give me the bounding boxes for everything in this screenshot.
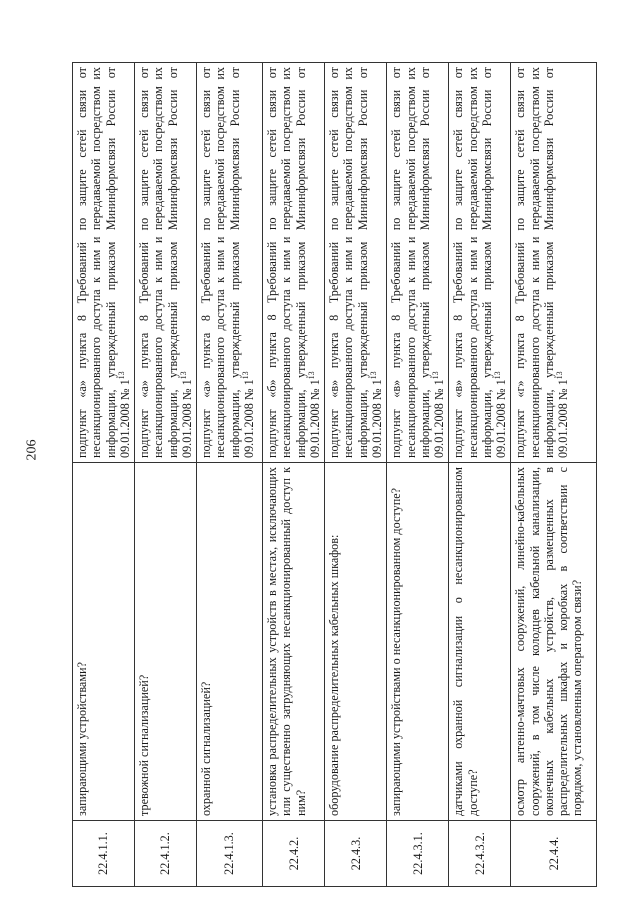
reference-text: подпункт «г» пункта 8 Требований по защите сетей связи от несанкционированного доступа к ним и передаваемой посредством их информации, утвержденный приказом Мининформсвязи России от 09.01.2008 № 1 — [513, 67, 571, 458]
reference-text: подпункт «б» пункта 8 Требований по защите сетей связи от несанкционированного доступа к ним и передаваемой посредством их информации, утвержденный приказом Мининформсвязи России от 09.01.2008 № 1 — [265, 67, 322, 458]
table-row — [511, 63, 597, 887]
table-row — [325, 63, 387, 887]
row-number: 22.4.1.3. — [197, 821, 263, 887]
row-number: 22.4.1.1. — [73, 821, 135, 887]
table-row — [135, 63, 197, 887]
requirement-cell: осмотр антенно-мачтовых сооружений, линейно-кабельных сооружений, в том числе колодцев кабельной канализации, оконечных кабельных устройств, размещенных в распределительных шкафах и коробках в соответствии с порядком, установленным оператором связи? — [511, 463, 597, 821]
reference-cell — [449, 63, 511, 463]
requirement-cell: датчиками охранной сигнализации о несанкционированном доступе? — [449, 463, 511, 821]
reference-cell — [511, 63, 597, 463]
requirement-cell: охранной сигнализацией? — [197, 463, 263, 821]
requirement-cell: оборудование распределительных кабельных шкафов: — [325, 463, 387, 821]
row-number: 22.4.2. — [263, 821, 325, 887]
requirements-table — [72, 62, 597, 887]
table-row — [263, 63, 325, 887]
table-row — [387, 63, 449, 887]
table-row — [449, 63, 511, 887]
row-number: 22.4.1.2. — [135, 821, 197, 887]
footnote-marker: 13 — [555, 371, 565, 380]
footnote-marker: 13 — [178, 371, 188, 380]
requirement-cell: запирающими устройствами о несанкционированном доступе? — [387, 463, 449, 821]
footnote-marker: 13 — [430, 371, 440, 380]
table-row — [73, 63, 135, 887]
reference-text: подпункт «а» пункта 8 Требований по защите сетей связи от несанкционированного доступа к ним и передаваемой посредством их информации, утвержденный приказом Мининформсвязи России от 09.01.2008 № 1 — [199, 67, 256, 458]
reference-text: подпункт «в» пункта 8 Требований по защите сетей связи от несанкционированного доступа к ним и передаваемой посредством их информации, утвержденный приказом Мининформсвязи России от 09.01.2008 № 1 — [451, 67, 509, 458]
reference-cell — [135, 63, 197, 463]
page-number: 206 — [24, 439, 40, 461]
row-number: 22.4.3.2. — [449, 821, 511, 887]
reference-text: подпункт «в» пункта 8 Требований по защите сетей связи от несанкционированного доступа к ним и передаваемой посредством их информации, утвержденный приказом Мининформсвязи России от 09.01.2008 № 1 — [327, 67, 384, 458]
reference-text: подпункт «а» пункта 8 Требований по защите сетей связи от несанкционированного доступа к ним и передаваемой посредством их информации, утвержденный приказом Мининформсвязи России от 09.01.2008 № 1 — [75, 67, 132, 458]
reference-cell — [197, 63, 263, 463]
footnote-marker: 13 — [240, 371, 250, 380]
row-number: 22.4.3.1. — [387, 821, 449, 887]
reference-cell — [73, 63, 135, 463]
reference-cell — [387, 63, 449, 463]
requirement-cell: установка распределительных устройств в местах, исключающих или существенно затрудняющих несанкционированный доступ к ним? — [263, 463, 325, 821]
requirement-cell: запирающими устройствами? — [73, 463, 135, 821]
table-row — [197, 63, 263, 887]
requirement-cell: тревожной сигнализацией? — [135, 463, 197, 821]
footnote-marker: 13 — [306, 371, 316, 380]
row-number: 22.4.3. — [325, 821, 387, 887]
footnote-marker: 13 — [116, 371, 126, 380]
footnote-marker: 13 — [493, 371, 503, 380]
row-number: 22.4.4. — [511, 821, 597, 887]
reference-cell — [263, 63, 325, 463]
footnote-marker: 13 — [368, 371, 378, 380]
reference-text: подпункт «а» пункта 8 Требований по защите сетей связи от несанкционированного доступа к ним и передаваемой посредством их информации, утвержденный приказом Мининформсвязи России от 09.01.2008 № 1 — [137, 67, 194, 458]
rotated-page-content — [72, 63, 585, 887]
reference-text: подпункт «в» пункта 8 Требований по защите сетей связи от несанкционированного доступа к ним и передаваемой посредством их информации, утвержденный приказом Мининформсвязи России от 09.01.2008 № 1 — [389, 67, 447, 458]
reference-cell — [325, 63, 387, 463]
